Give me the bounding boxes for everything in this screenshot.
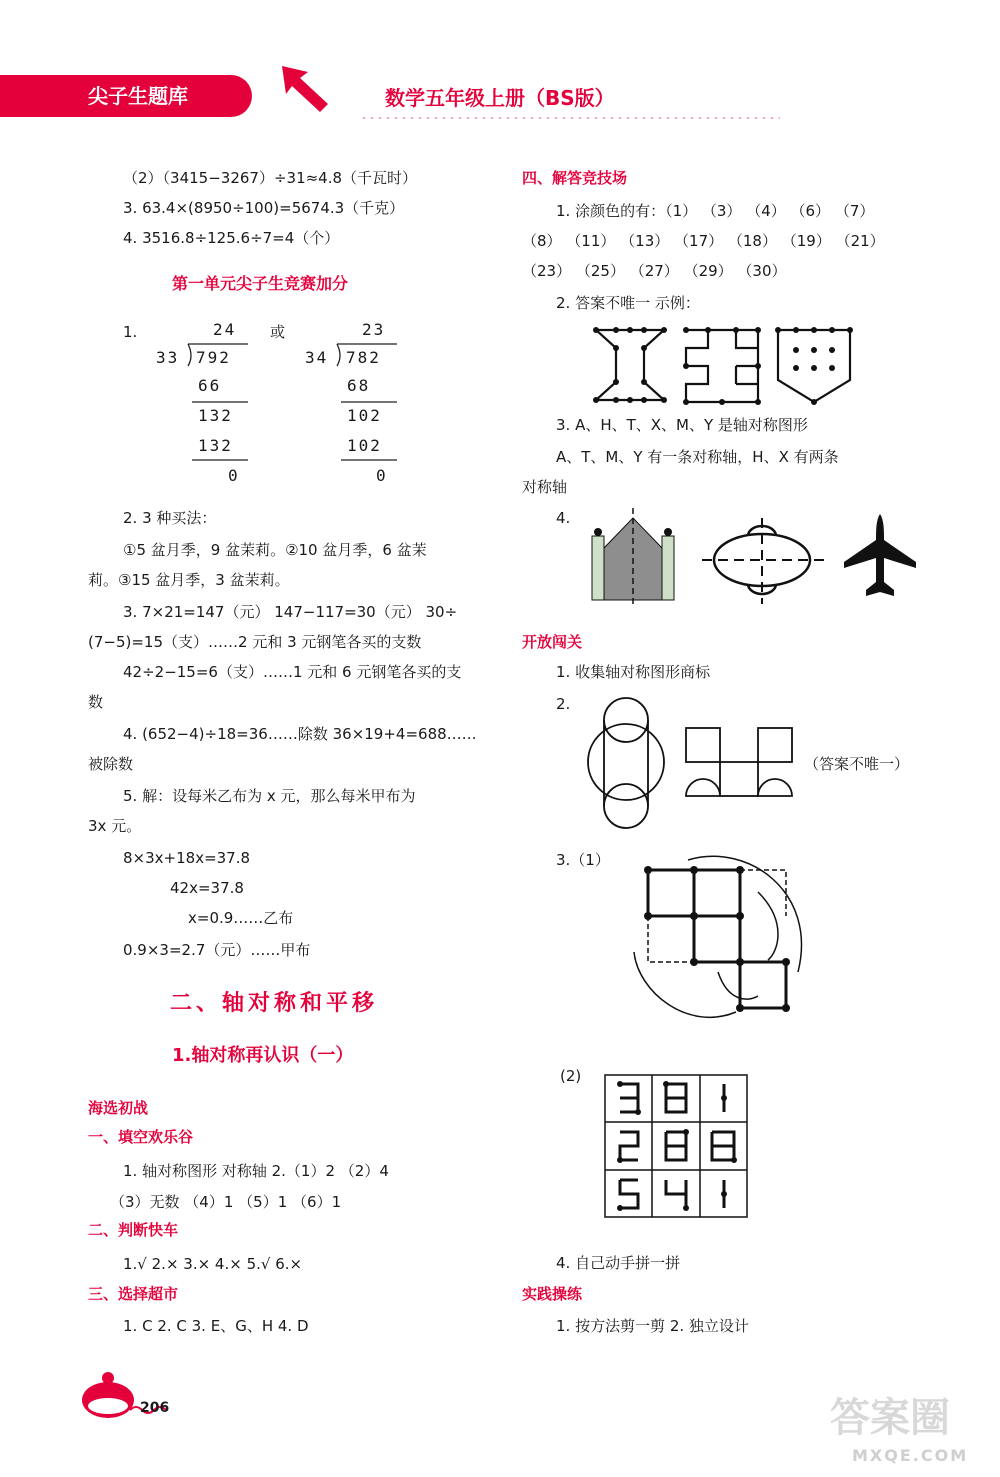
practice-line: 1. 按方法剪一剪 2. 独立设计 bbox=[556, 1317, 749, 1335]
circles-figure bbox=[580, 694, 670, 830]
div-a-divisor: 33 bbox=[156, 348, 180, 367]
open-q2-note: （答案不唯一） bbox=[804, 755, 910, 773]
watermark-url: MXQE.COM bbox=[852, 1446, 969, 1465]
open-title: 开放闯关 bbox=[522, 633, 583, 651]
series-title: 尖子生题库 bbox=[88, 84, 188, 108]
open-q1: 1. 收集轴对称图形商标 bbox=[556, 663, 711, 681]
div-a-dividend: 792 bbox=[196, 348, 231, 367]
q5-line-4: 42x=37.8 bbox=[170, 879, 244, 897]
sea-title: 海选初战 bbox=[88, 1099, 149, 1117]
choose-title: 三、选择超市 bbox=[88, 1285, 179, 1303]
fill-title: 一、填空欢乐谷 bbox=[88, 1128, 194, 1146]
div-b-step1: 68 bbox=[347, 376, 371, 395]
airplane-icon bbox=[840, 510, 920, 602]
watermark-logo: 答案圈 bbox=[830, 1395, 950, 1441]
ellipse-figure bbox=[700, 516, 830, 606]
open-q4: 4. 自己动手拼一拼 bbox=[556, 1254, 681, 1272]
squares-figure bbox=[684, 726, 794, 798]
r-q1-line-3: （23） （25） （27） （29） （30） bbox=[522, 262, 787, 280]
q3-line-2: (7−5)=15（支）……2 元和 3 元钢笔各买的支数 bbox=[88, 633, 422, 651]
dot-shape-3 bbox=[774, 326, 854, 406]
division-label: 1. bbox=[123, 323, 138, 341]
div-b-quotient: 23 bbox=[362, 320, 386, 339]
dot-shape-2 bbox=[682, 326, 762, 406]
q5-line-6: 0.9×3=2.7（元）……甲布 bbox=[123, 941, 311, 959]
div-b-divisor: 34 bbox=[305, 348, 329, 367]
lesson-title: 1.轴对称再认识（一） bbox=[172, 1045, 354, 1066]
open-q3-label: 3.（1） bbox=[556, 851, 610, 869]
fill-line-2: （3）无数 （4）1 （5）1 （6）1 bbox=[110, 1193, 342, 1211]
div-b-step2: 102 bbox=[347, 436, 382, 455]
div-a-lines bbox=[186, 342, 256, 462]
div-b-dividend: 782 bbox=[346, 348, 381, 367]
left-line-2: 3. 63.4×(8950÷100)=5674.3（千克） bbox=[123, 199, 405, 217]
q2-line-2: ①5 盆月季，9 盆茉莉。②10 盆月季，6 盆茉 bbox=[123, 541, 427, 559]
q2-line-1: 2. 3 种买法： bbox=[123, 509, 217, 527]
open-q2-label: 2. bbox=[556, 695, 571, 713]
dot-shape-1 bbox=[590, 326, 670, 406]
div-a-rem1: 132 bbox=[198, 406, 233, 425]
sec4-title: 四、解答竞技场 bbox=[522, 169, 628, 187]
div-a-step2: 132 bbox=[198, 436, 233, 455]
book-title: 数学五年级上册（BS版） bbox=[385, 86, 615, 110]
r-q2-line: 2. 答案不唯一 示例： bbox=[556, 294, 700, 312]
judge-title: 二、判断快车 bbox=[88, 1221, 179, 1239]
left-line-3: 4. 3516.8÷125.6÷7=4（个） bbox=[123, 229, 340, 247]
arrow-icon bbox=[278, 62, 338, 118]
page-number: 206 bbox=[140, 1400, 170, 1416]
q5-line-1: 5. 解：设每米乙布为 x 元，那么每米甲布为 bbox=[123, 787, 416, 805]
fill-line-1: 1. 轴对称图形 对称轴 2.（1）2 （2）4 bbox=[123, 1162, 389, 1180]
r-q3-line-3: 对称轴 bbox=[522, 478, 568, 496]
choose-line: 1. C 2. C 3. E、G、H 4. D bbox=[123, 1317, 309, 1335]
q5-line-3: 8×3x+18x=37.8 bbox=[123, 849, 251, 867]
q5-line-5: x=0.9……乙布 bbox=[188, 909, 294, 927]
r-q3-line-2: A、T、M、Y 有一条对称轴，H、X 有两条 bbox=[556, 448, 839, 466]
q3-line-1: 3. 7×21=147（元） 147−117=30（元） 30÷ bbox=[123, 603, 458, 621]
div-a-final: 0 bbox=[228, 466, 240, 485]
div-b-final: 0 bbox=[376, 466, 388, 485]
r-q1-line-1: 1. 涂颜色的有：（1） （3） （4） （6） （7） bbox=[556, 202, 875, 220]
div-b-rem1: 102 bbox=[347, 406, 382, 425]
r-q3-line-1: 3. A、H、T、X、M、Y 是轴对称图形 bbox=[556, 416, 808, 434]
open-q3b-label: (2) bbox=[560, 1067, 582, 1085]
unit-bonus-title: 第一单元尖子生竞赛加分 bbox=[172, 274, 349, 293]
q4-line-1: 4. (652−4)÷18=36……除数 36×19+4=688…… bbox=[123, 725, 477, 743]
q4-line-2: 被除数 bbox=[88, 755, 134, 773]
practice-title: 实践操练 bbox=[522, 1285, 583, 1303]
div-a-step1: 66 bbox=[198, 376, 222, 395]
judge-line: 1.√ 2.× 3.× 4.× 5.√ 6.× bbox=[123, 1255, 303, 1273]
header-dots bbox=[360, 116, 780, 120]
q3-line-4: 数 bbox=[88, 693, 104, 711]
r-q4-label: 4. bbox=[556, 509, 571, 527]
digit-grid-figure bbox=[604, 1074, 748, 1218]
mosque-figure bbox=[588, 508, 678, 608]
q5-line-2: 3x 元。 bbox=[88, 817, 142, 835]
division-or: 或 bbox=[270, 323, 286, 341]
div-a-quotient: 24 bbox=[213, 320, 237, 339]
left-line-1: （2）（3415−3267）÷31≈4.8（千瓦时） bbox=[123, 169, 418, 187]
matchstick-figure bbox=[628, 852, 828, 1032]
q3-line-3: 42÷2−15=6（支）……1 元和 6 元钢笔各买的支 bbox=[123, 663, 462, 681]
div-b-lines bbox=[335, 342, 405, 462]
chapter-title: 二、轴对称和平移 bbox=[170, 991, 379, 1016]
r-q1-line-2: （8） （11） （13） （17） （18） （19） （21） bbox=[522, 232, 885, 250]
q2-line-3: 莉。③15 盆月季，3 盆茉莉。 bbox=[88, 571, 290, 589]
